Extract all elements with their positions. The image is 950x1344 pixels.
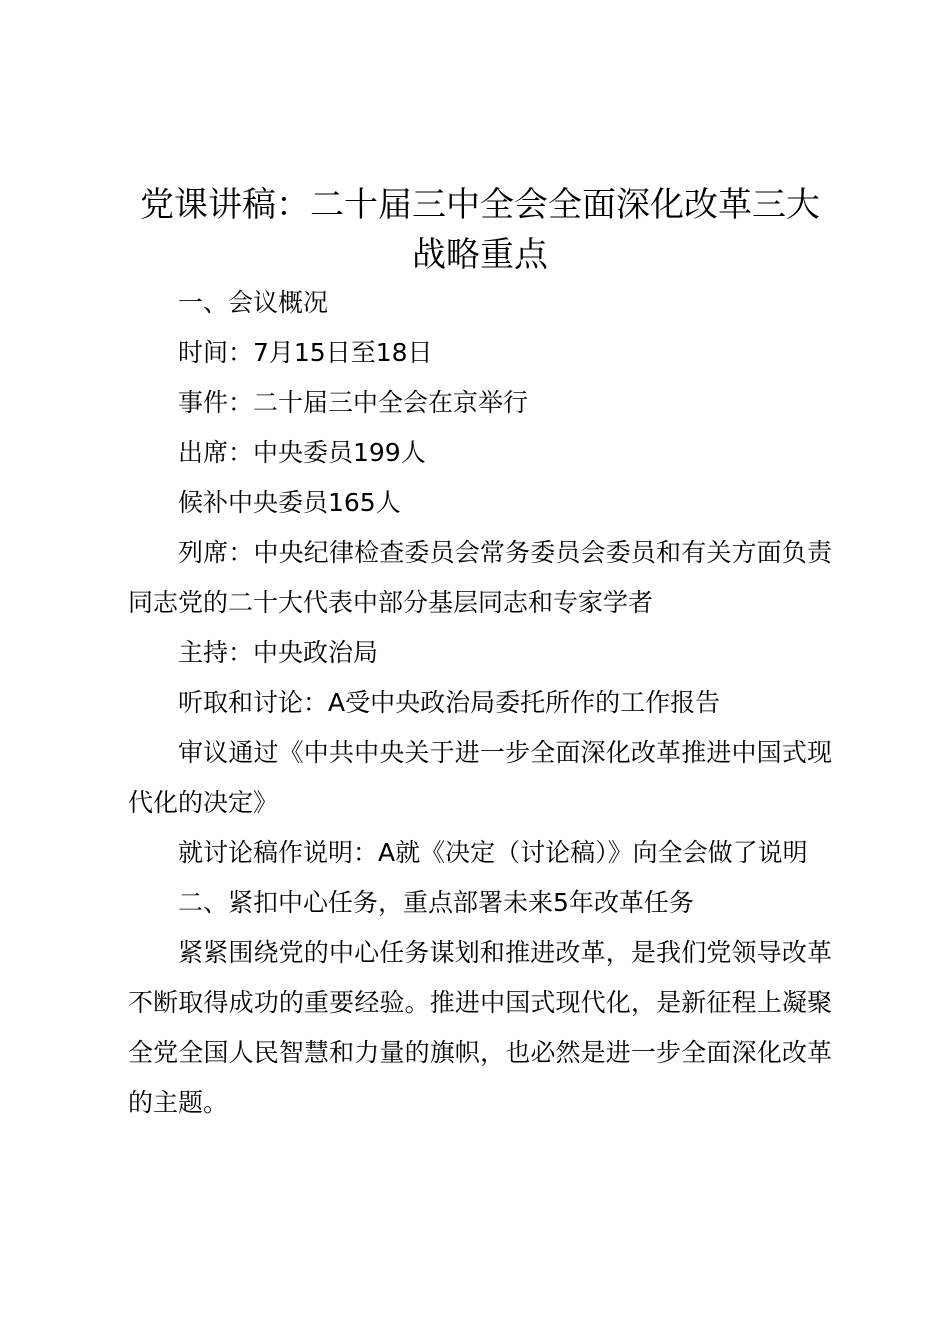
document-body — [128, 278, 832, 1128]
section-heading-meeting-overview: 一、会议概况 — [178, 288, 329, 317]
paragraph-explanation: 就讨论稿作说明：A就《决定（讨论稿）》向全会做了说明 — [178, 838, 808, 867]
section-heading-central-task: 二、紧扣中心任务，重点部署未来5年改革任务 — [178, 888, 694, 917]
paragraph-observers: 列席：中央纪律检查委员会常务委员会委员和有关方面负责同志党的二十大代表中部分基层同志和专家学者 — [128, 538, 832, 617]
paragraph-presided: 主持：中央政治局 — [178, 638, 379, 667]
paragraph-alternate-members: 候补中央委员165人 — [178, 488, 401, 517]
paragraph-event: 事件：二十届三中全会在京举行 — [178, 388, 529, 417]
paragraph-body-text: 紧紧围绕党的中心任务谋划和推进改革，是我们党领导改革不断取得成功的重要经验。推进中国式现代化，是新征程上凝聚全党全国人民智慧和力量的旗帜，也必然是进一步全面深化改革的主题。 — [128, 938, 832, 1117]
paragraph-time: 时间：7月15日至18日 — [178, 338, 433, 367]
document-title: 党课讲稿：二十届三中全会全面深化改革三大战略重点 — [140, 185, 820, 275]
paragraph-adopted: 审议通过《中共中央关于进一步全面深化改革推进中国式现代化的决定》 — [128, 738, 832, 817]
paragraph-attendance: 出席：中央委员199人 — [178, 438, 426, 467]
paragraph-report: 听取和讨论：A受中央政治局委托所作的工作报告 — [178, 688, 721, 717]
